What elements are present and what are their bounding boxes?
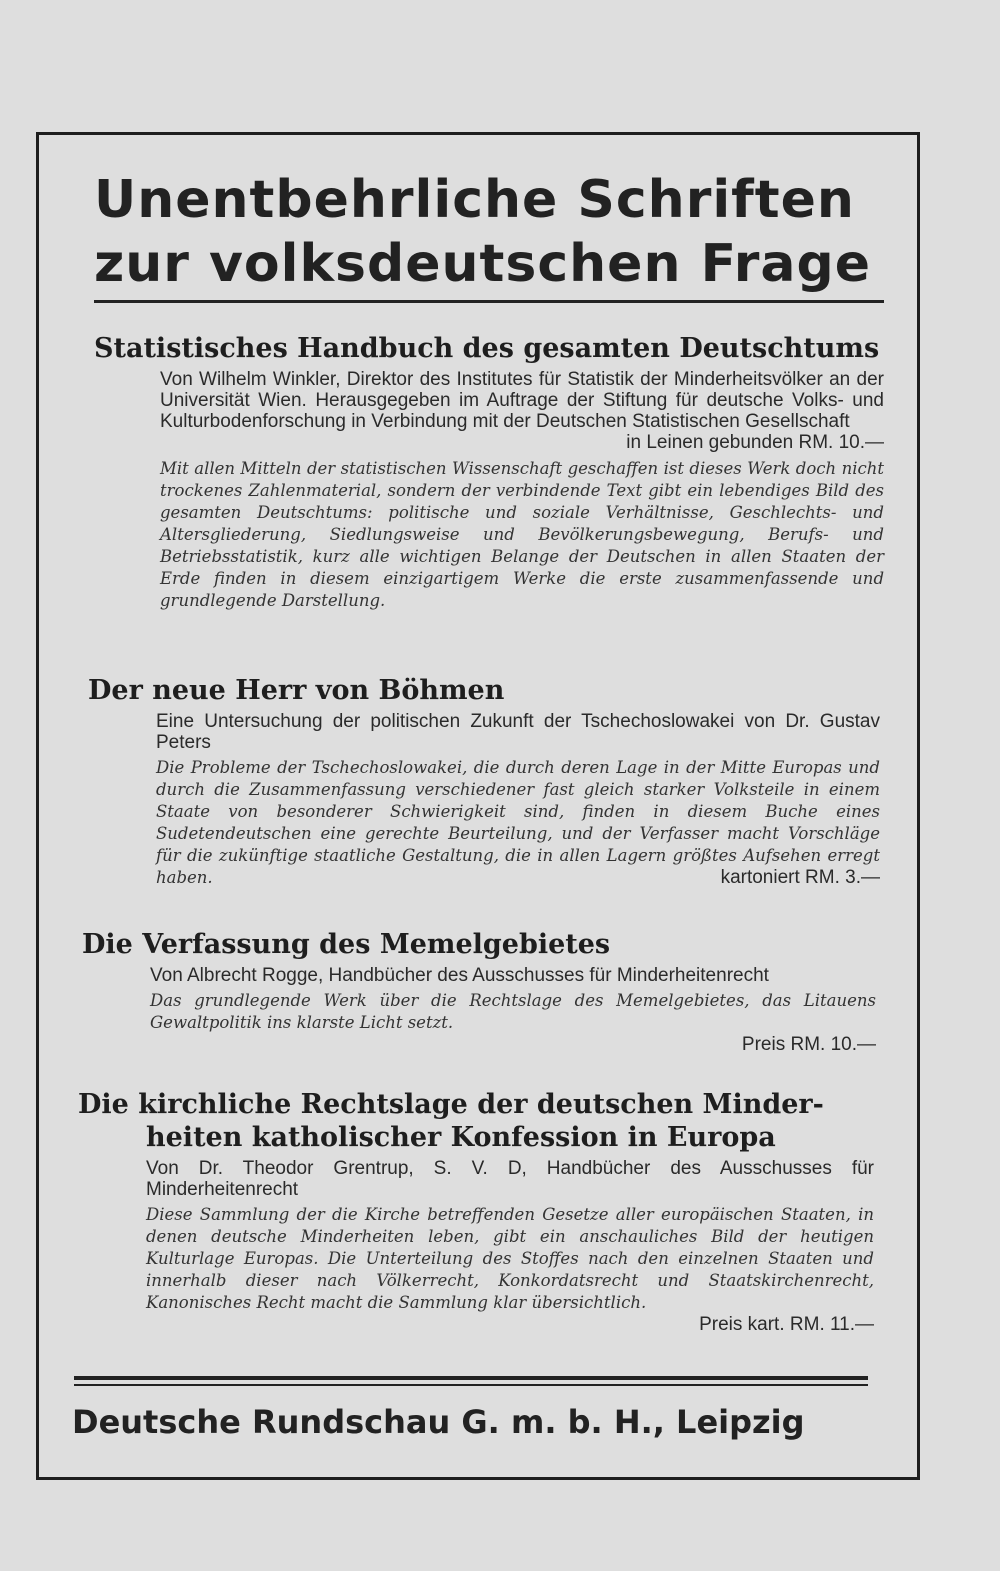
book-description: Diese Sammlung der die Kirche betreffenden Gesetze aller europäischen Staaten, in denen deutsche Minderheiten leben, gibt ein anschauliches Bild der heutigen Kulturlage Europas. Die Unterteilung des Stoffes nach den einzelnen Staaten und innerhalb dieser nach Völkerrecht, Konkordatsrecht und Staatskirchenrecht, Kanonisches Recht macht die Sammlung klar übersichtlich. [146, 1205, 874, 1312]
book-price: Preis kart. RM. 11.— [699, 1314, 874, 1335]
book-title: Die Verfassung des Memelgebietes [82, 929, 611, 960]
publisher-imprint: Deutsche Rundschau G. m. b. H., Leipzig [72, 1403, 805, 1441]
title-line-1: Unentbehrliche Schriften [94, 170, 855, 230]
book-title [78, 1088, 874, 1154]
book-description: Das grundlegende Werk über die Rechtslage des Memelgebietes, das Litauens Gewaltpolitik ins klarste Licht setzt. [150, 991, 876, 1032]
book-entry-kirchliche-rechtslage [78, 1088, 874, 1336]
book-title-line-1: Die kirchliche Rechtslage der deutschen Minder- [78, 1089, 824, 1120]
page-title [94, 168, 894, 296]
book-author: Von Dr. Theodor Grentrup, S. V. D, Handbücher des Ausschusses für Minderheitenrecht [146, 1158, 874, 1200]
book-description-block [156, 757, 880, 889]
book-author: Eine Untersuchung der politischen Zukunft der Tschechoslowakei von Dr. Gustav Peters [156, 711, 880, 753]
book-title: Der neue Herr von Böhmen [88, 675, 505, 706]
book-description: Die Probleme der Tschechoslowakei, die durch deren Lage in der Mitte Europas und durch die Zusammenfassung verschiedener fast gleich starker Volksteile in einem Staate von besonderer Schwierigkeit sind, finden in diesem Buche eines Sudetendeutschen eine gerechte Beurteilung, und der Verfasser macht Vorschläge für die zukünftige staatliche Gestaltung, die in allen Lagern größtes Aufsehen erregt haben. [156, 758, 880, 887]
book-author: Von Albrecht Rogge, Handbücher des Ausschusses für Minderheitenrecht [150, 965, 769, 986]
footer-divider-2 [74, 1384, 868, 1386]
title-line-2: zur volksdeutschen Frage [94, 234, 871, 294]
footer-divider-1 [74, 1376, 868, 1380]
book-title: Statistisches Handbuch des gesamten Deutschtums [94, 333, 880, 364]
book-price: in Leinen gebunden RM. 10.— [626, 432, 884, 453]
book-entry-verfassung-memelgebiet [82, 928, 876, 1056]
book-description: Mit allen Mitteln der statistischen Wissenschaft geschaffen ist dieses Werk doch nicht trockenes Zahlenmaterial, sondern der verbindende Text gibt ein lebendiges Bild des gesamten Deutschtums: politische und soziale Verhältnisse, Geschlechts- und Altersgliederung, Siedlungsweise und Bevölkerungsbewegung, Berufs- und Betriebsstatistik, kurz alle wichtigen Belange der Deutschen in allen Staaten der Erde finden in diesem einzigartigem Werke die erste zusammenfassende und grundlegende Darstellung. [160, 459, 884, 610]
book-entry-herr-von-boehmen [88, 674, 880, 889]
book-price: Preis RM. 10.— [741, 1034, 876, 1055]
book-price: kartoniert RM. 3.— [720, 867, 880, 888]
book-entry-statistisches-handbuch [94, 332, 884, 612]
book-author: Von Wilhelm Winkler, Direktor des Institutes für Statistik der Minderheitsvölker an der Universität Wien. Herausgegeben im Auftrage der Stiftung für deutsche Volks- und Kulturbodenforschung in Verbindung mit der Deutschen Statistischen Gesellschaft [160, 369, 884, 432]
title-divider [94, 300, 884, 303]
book-title-line-2: heiten katholischer Konfession in Europa [146, 1122, 776, 1153]
